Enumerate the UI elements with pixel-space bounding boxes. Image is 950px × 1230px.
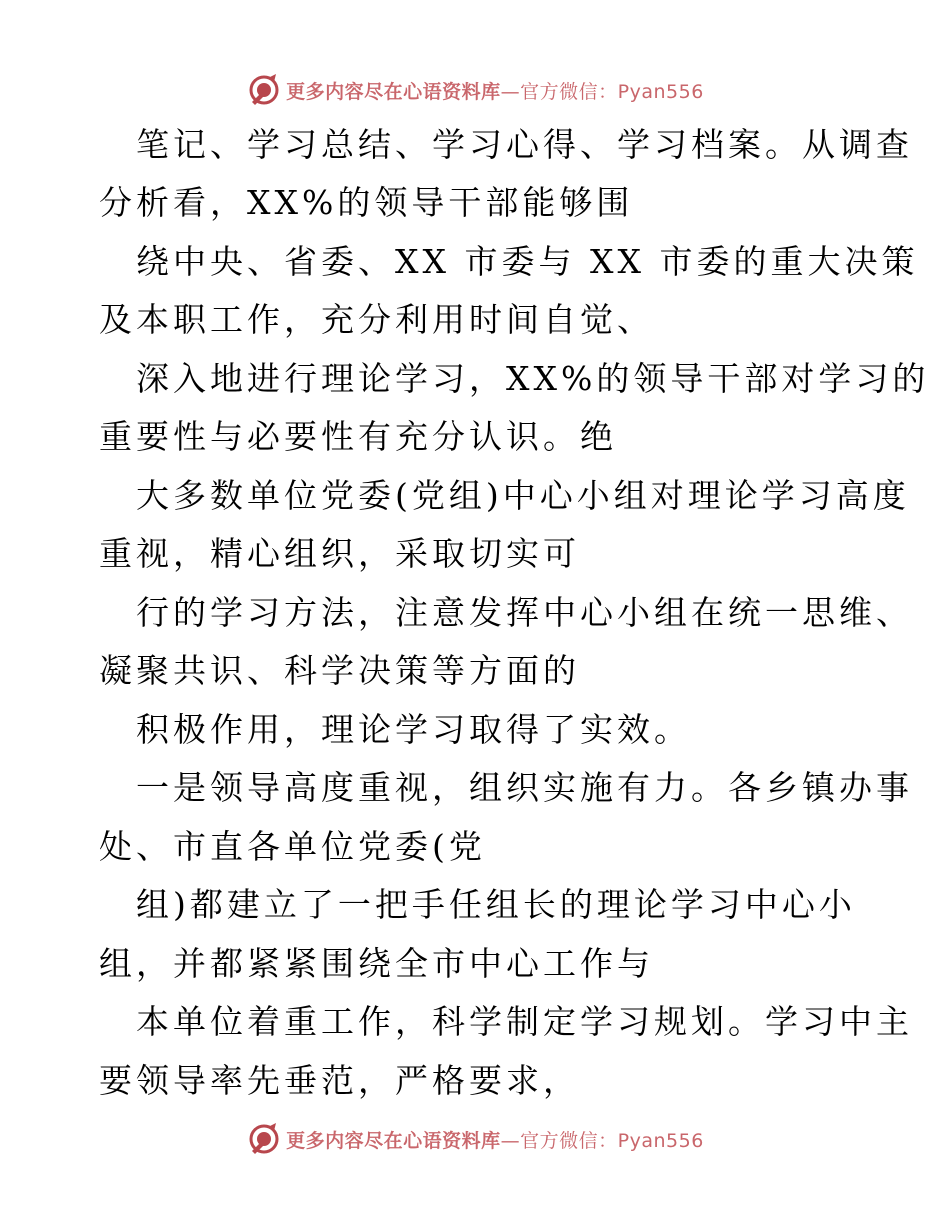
text-line: 处、市直各单位党委(党 (99, 827, 486, 866)
footer-banner-lead: 更多内容尽在心语资料库 (286, 1129, 501, 1152)
text-line: 深入地进行理论学习，XX%的领导干部对学习的 (136, 359, 930, 398)
text-line: 笔记、学习总结、学习心得、学习档案。从调查 (136, 125, 913, 164)
text-line: 重要性与必要性有充分认识。绝 (99, 417, 617, 456)
text-line: 绕中央、省委、XX 市委与 XX 市委的重大决策 (136, 242, 919, 281)
text-line: 本单位着重工作，科学制定学习规划。学习中主 (136, 1002, 913, 1041)
pen-logo-icon (246, 72, 282, 108)
pen-logo-icon (246, 1121, 282, 1157)
text-line: 积极作用，理论学习取得了实效。 (136, 710, 691, 749)
text-line: 组，并都紧紧围绕全市中心工作与 (99, 944, 654, 983)
text-line: 组)都建立了一把手任组长的理论学习中心小 (136, 885, 856, 924)
header-banner-tail: —官方微信：Pyan556 (500, 80, 704, 103)
header-banner-text (286, 77, 704, 104)
text-line: 及本职工作，充分利用时间自觉、 (99, 300, 654, 339)
text-line: 要领导率先垂范，严格要求， (99, 1061, 580, 1100)
text-line: 一是领导高度重视，组织实施有力。各乡镇办事 (136, 768, 913, 807)
text-line: 行的学习方法，注意发挥中心小组在统一思维、 (136, 593, 913, 632)
text-line: 分析看，XX%的领导干部能够围 (99, 183, 634, 222)
footer-banner-tail: —官方微信：Pyan556 (500, 1129, 704, 1152)
text-line: 凝聚共识、科学决策等方面的 (99, 651, 580, 690)
text-line: 重视，精心组织，采取切实可 (99, 534, 580, 573)
header-banner-lead: 更多内容尽在心语资料库 (286, 80, 501, 103)
text-line: 大多数单位党委(党组)中心小组对理论学习高度 (136, 476, 910, 515)
header-banner (0, 70, 950, 110)
footer-banner-text (286, 1126, 704, 1153)
footer-banner (0, 1119, 950, 1159)
